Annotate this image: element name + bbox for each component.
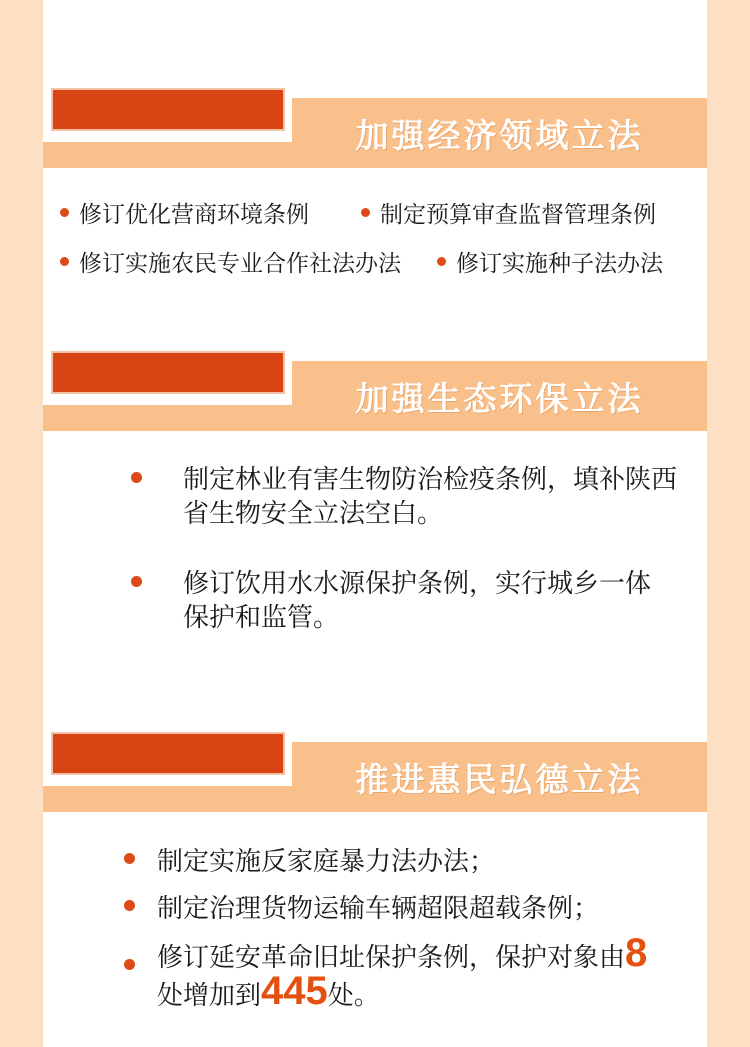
bullet-dot-icon — [124, 959, 135, 970]
content-card — [43, 0, 707, 1047]
bullet-dot-icon — [124, 853, 135, 864]
bullet-text: 修订优化营商环境条例 — [79, 201, 309, 227]
bullet-text: 修订实施农民专业合作社法办法 — [79, 250, 401, 276]
section-header-economic — [43, 90, 707, 168]
bullet-text: 修订饮用水水源保护条例，实行城乡一体 保护和监管。 — [183, 568, 652, 632]
bullet-dot-icon — [437, 257, 446, 266]
bullet-dot-icon — [60, 208, 69, 217]
bullet-dot-icon — [131, 576, 142, 587]
bullet-dot-icon — [124, 900, 135, 911]
highlight-number: 445 — [261, 969, 328, 1013]
bullet-text: 制定实施反家庭暴力法办法； — [157, 846, 496, 876]
section-title: 加强经济领域立法 — [355, 116, 644, 154]
bullet-text: 修订延安革命旧址保护条例，保护对象由8 处增加到445处。 — [157, 931, 648, 1013]
bullet-text: 制定预算审查监督管理条例 — [380, 201, 656, 227]
highlight-number: 8 — [625, 931, 648, 975]
bullet-item — [131, 566, 651, 634]
bullet-row — [60, 245, 663, 278]
bullet-text: 制定林业有害生物防治检疫条例，填补陕西 省生物安全立法空白。 — [183, 464, 678, 528]
bullet-item — [131, 462, 677, 530]
bullet-item — [124, 889, 599, 927]
bullet-dot-icon — [60, 257, 69, 266]
red-accent-block — [53, 353, 283, 392]
bullet-item — [124, 931, 648, 1014]
section-title-banner — [292, 742, 707, 812]
bullet-dot-icon — [131, 472, 142, 483]
section-title-banner — [292, 98, 707, 168]
section-header-environment — [43, 353, 707, 431]
red-accent-block — [53, 734, 283, 773]
section-header-welfare — [43, 734, 707, 812]
section-title: 加强生态环保立法 — [355, 379, 644, 417]
bullet-item — [124, 842, 495, 880]
section-title: 推进惠民弘德立法 — [355, 760, 644, 798]
bullet-text: 制定治理货物运输车辆超限超载条例； — [157, 893, 600, 923]
bullet-dot-icon — [361, 208, 370, 217]
bullet-text: 修订实施种子法办法 — [456, 250, 663, 276]
red-accent-block — [53, 90, 283, 129]
bullet-row — [60, 196, 656, 229]
section-title-banner — [292, 361, 707, 431]
